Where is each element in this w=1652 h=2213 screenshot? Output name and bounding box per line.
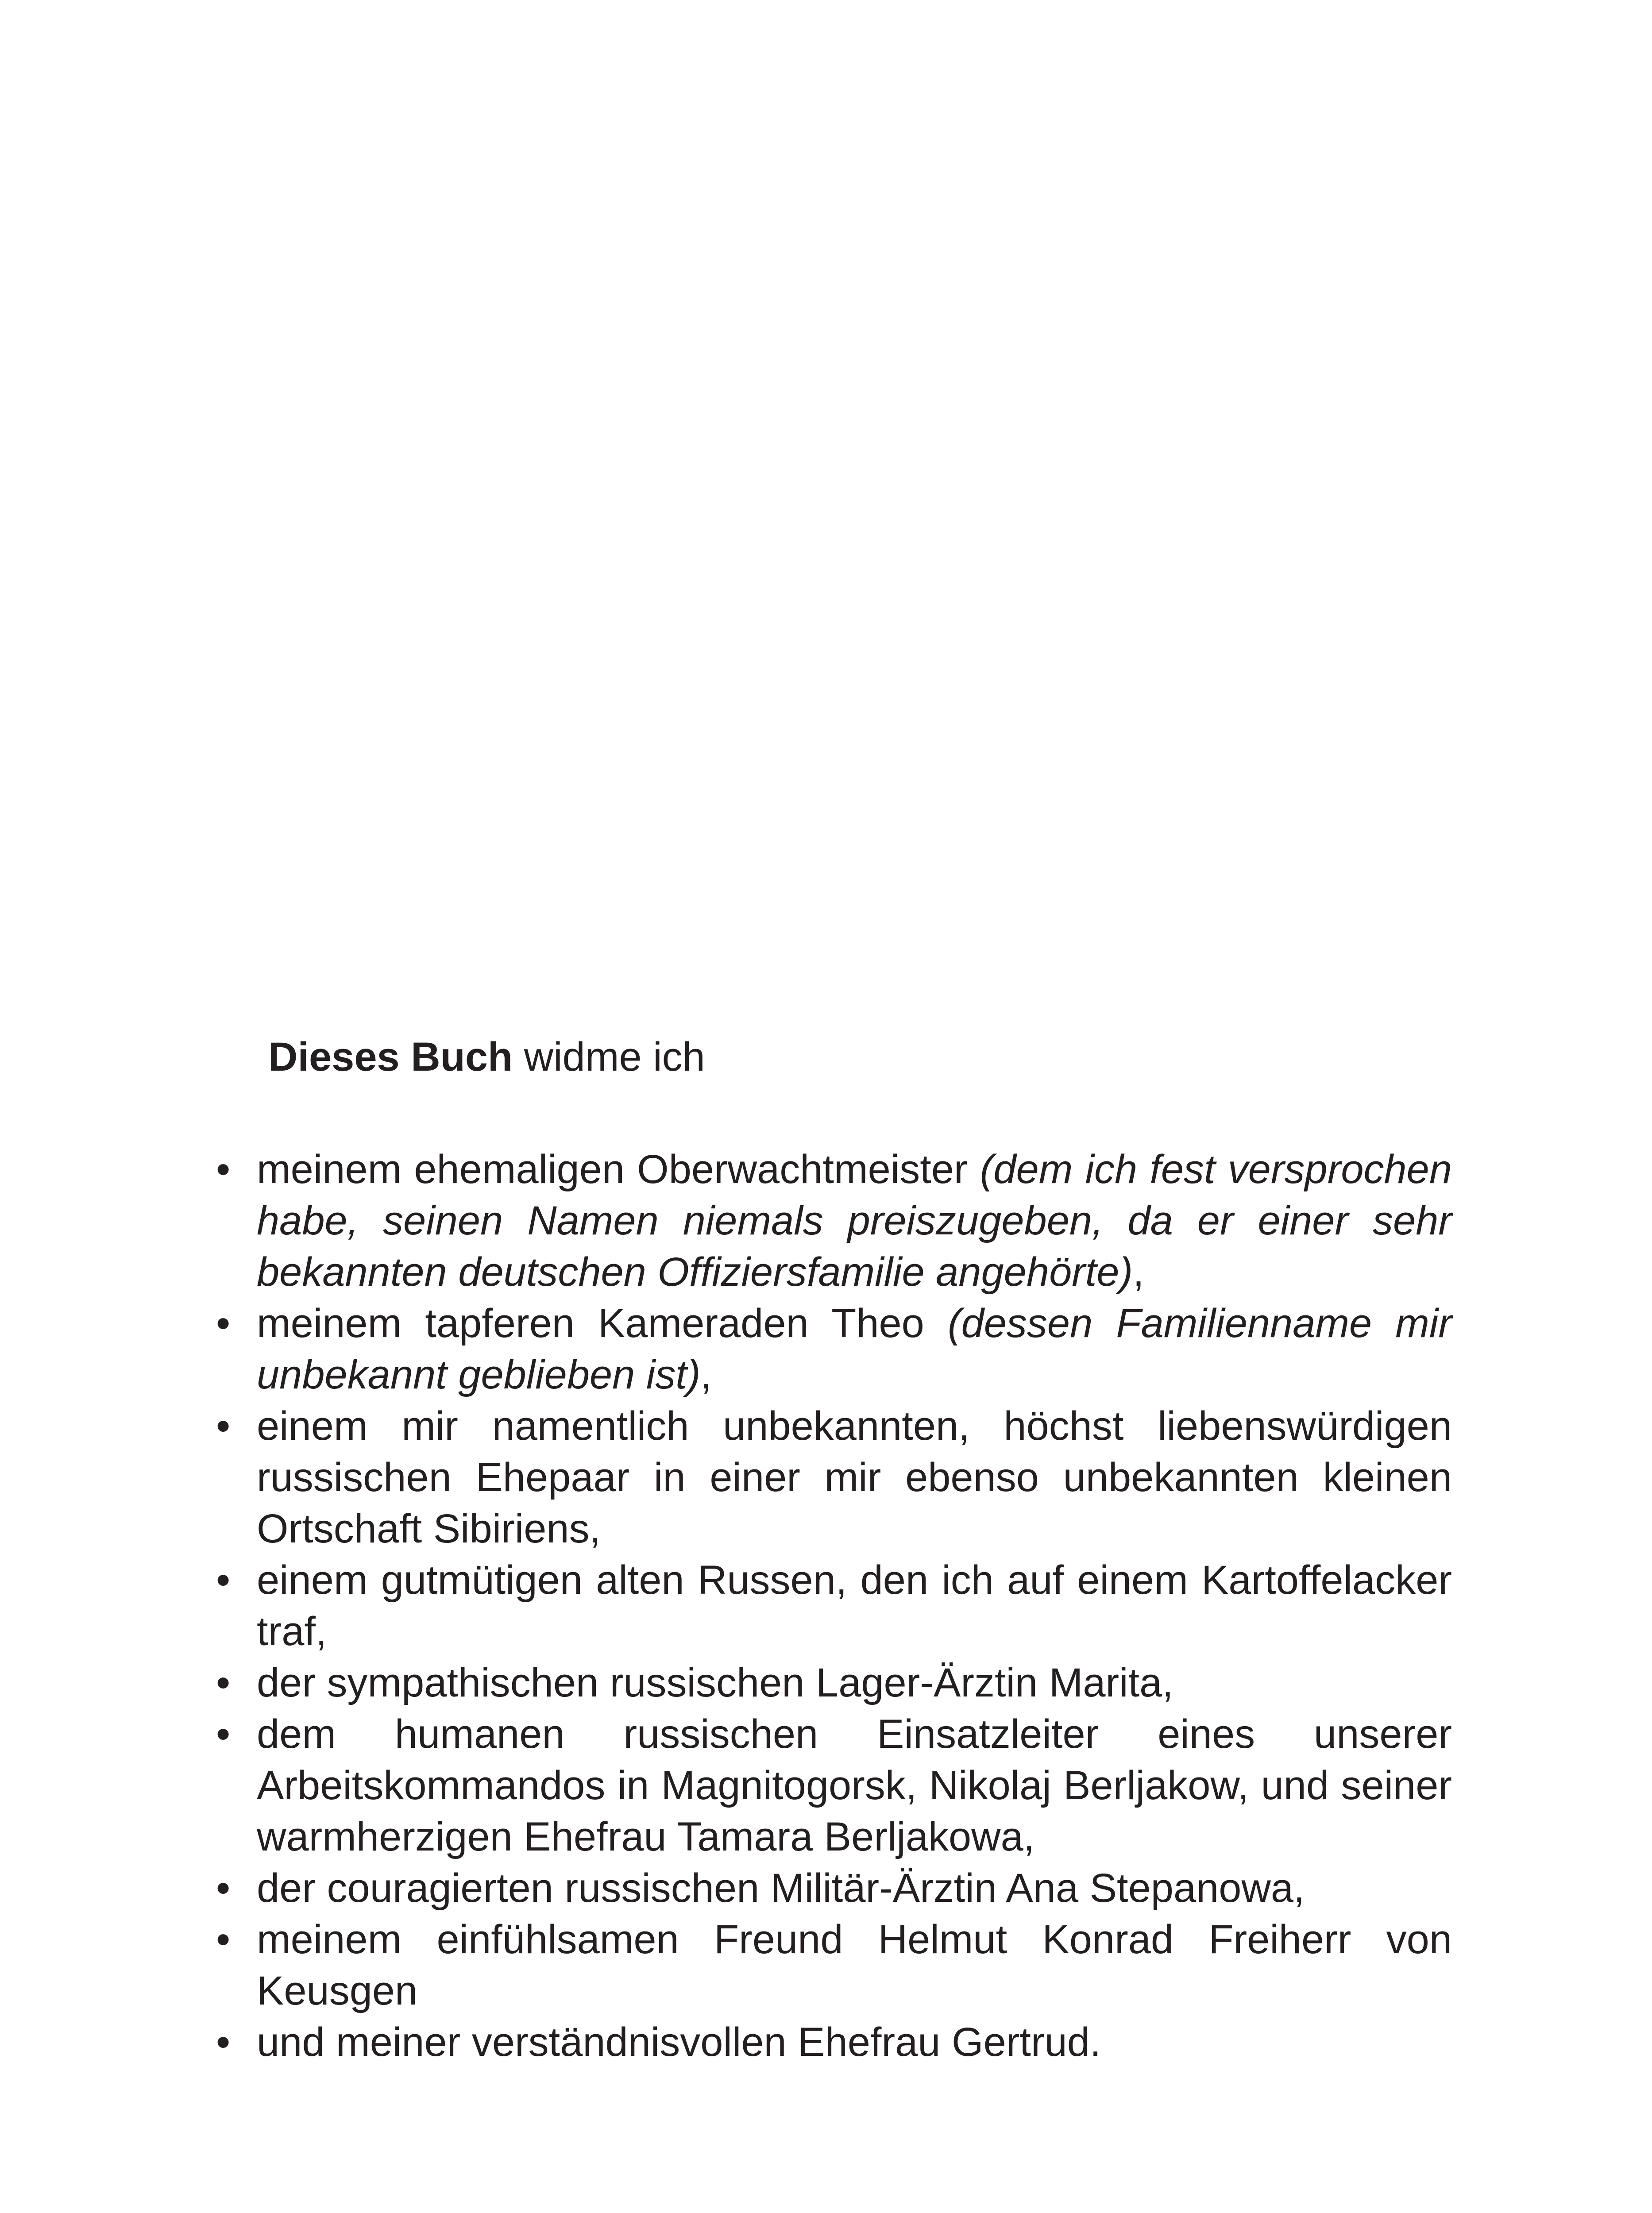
bullet-icon: • [216, 1147, 231, 1192]
list-item [212, 1554, 1452, 1657]
item-text: einem mir namentlich unbekannten, höchst liebenswürdigen russischen Ehepaar in einer mir ebenso unbekannten kleinen Ortschaft Sibiriens, [257, 1403, 1452, 1551]
list-item [212, 1708, 1452, 1862]
item-text: einem gutmütigen alten Russen, den ich auf einem Kartoffelacker traf, [257, 1558, 1452, 1654]
bullet-icon: • [216, 1301, 231, 1346]
list-item [212, 1862, 1452, 1914]
item-text: der sympathischen russischen Lager-Ärztin Marita, [257, 1660, 1173, 1705]
list-item [212, 1144, 1452, 1298]
list-item [212, 1400, 1452, 1554]
list-item [212, 1914, 1452, 2016]
bullet-icon: • [216, 1558, 231, 1603]
list-item [212, 1298, 1452, 1400]
bullet-icon: • [216, 1712, 231, 1757]
intro-bold: Dieses Buch [268, 1034, 513, 1080]
item-italic: (dem ich fest versprochen habe, seinen Namen niemals preiszugeben, da er einer sehr bekannten deutschen Offiziersfamilie angehörte) [257, 1147, 1452, 1295]
bullet-icon: • [216, 1403, 231, 1449]
item-tail: , [700, 1352, 712, 1397]
list-item [212, 2016, 1452, 2068]
dedication-list [212, 1144, 1452, 2068]
item-italic: (dessen Familienname mir unbekannt geblieben ist) [257, 1301, 1452, 1397]
list-item [212, 1657, 1452, 1708]
item-text: meinem tapferen Kameraden Theo [257, 1301, 948, 1346]
intro-rest: widme ich [513, 1034, 705, 1080]
item-text: meinem ehemaligen Oberwachtmeister [257, 1147, 980, 1192]
bullet-icon: • [216, 2020, 231, 2065]
dedication-intro [268, 1031, 1452, 1083]
bullet-icon: • [216, 1866, 231, 1911]
item-text: meinem einfühlsamen Freund Helmut Konrad Freiherr von Keusgen [257, 1917, 1452, 2013]
item-tail: , [1133, 1249, 1144, 1295]
bullet-icon: • [216, 1917, 231, 1962]
item-text: und meiner verständnisvollen Ehefrau Gertrud. [257, 2020, 1101, 2065]
item-text: der couragierten russischen Militär-Ärztin Ana Stepanowa, [257, 1866, 1305, 1911]
item-text: dem humanen russischen Einsatzleiter eines unserer Arbeitskommandos in Magnitogorsk, Nikolaj Berljakow, und seiner warmherzigen Ehefrau Tamara Berljakowa, [257, 1712, 1452, 1859]
dedication-block [212, 1031, 1452, 2068]
bullet-icon: • [216, 1660, 231, 1705]
